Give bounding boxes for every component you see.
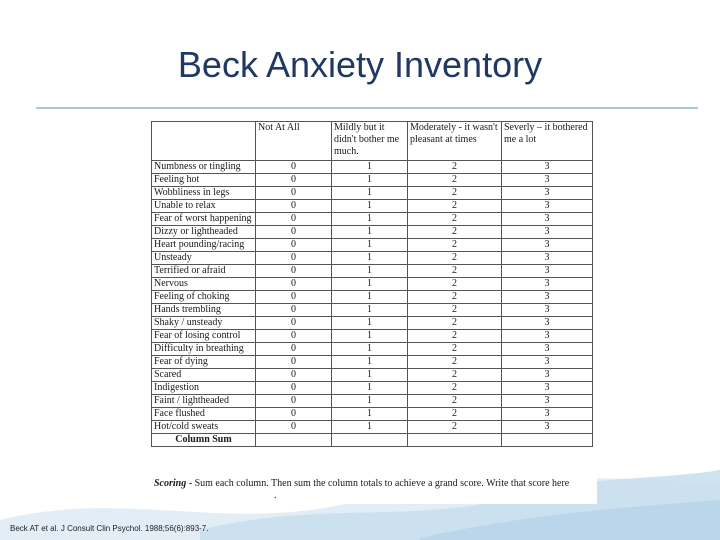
score-cell: 1: [332, 161, 408, 174]
score-cell: 1: [332, 252, 408, 265]
score-cell: 3: [502, 252, 593, 265]
score-cell: 2: [408, 382, 502, 395]
scoring-instructions: [154, 478, 586, 502]
symptom-label: Wobbliness in legs: [152, 187, 256, 200]
score-cell: 1: [332, 421, 408, 434]
inventory-table: [151, 121, 593, 447]
column-sum-row: [152, 434, 593, 447]
title-divider: [36, 107, 698, 109]
table-row: [152, 369, 593, 382]
score-cell: 2: [408, 291, 502, 304]
symptom-label: Face flushed: [152, 408, 256, 421]
symptom-label: Shaky / unsteady: [152, 317, 256, 330]
symptom-label: Difficulty in breathing: [152, 343, 256, 356]
symptom-label: Terrified or afraid: [152, 265, 256, 278]
table-row: [152, 343, 593, 356]
score-cell: 1: [332, 278, 408, 291]
score-cell: 0: [256, 226, 332, 239]
header-symptom: [152, 122, 256, 161]
score-cell: 0: [256, 213, 332, 226]
sum-cell-not-at-all[interactable]: [256, 434, 332, 447]
score-cell: 2: [408, 265, 502, 278]
score-cell: 0: [256, 252, 332, 265]
inventory-table-card: [145, 118, 597, 504]
sum-cell-severely[interactable]: [502, 434, 593, 447]
score-cell: 3: [502, 265, 593, 278]
score-cell: 2: [408, 187, 502, 200]
score-cell: 3: [502, 161, 593, 174]
score-cell: 2: [408, 356, 502, 369]
citation: Beck AT et al. J Consult Clin Psychol. 1988;56(6):893-7.: [10, 524, 209, 533]
score-cell: 3: [502, 317, 593, 330]
symptom-label: Dizzy or lightheaded: [152, 226, 256, 239]
score-cell: 1: [332, 317, 408, 330]
symptom-label: Fear of dying: [152, 356, 256, 369]
score-cell: 0: [256, 239, 332, 252]
score-cell: 0: [256, 317, 332, 330]
symptom-label: Fear of losing control: [152, 330, 256, 343]
score-cell: 3: [502, 174, 593, 187]
symptom-label: Unsteady: [152, 252, 256, 265]
score-cell: 3: [502, 408, 593, 421]
score-cell: 2: [408, 174, 502, 187]
score-cell: 1: [332, 187, 408, 200]
table-row: [152, 356, 593, 369]
symptom-label: Unable to relax: [152, 200, 256, 213]
table-header-row: [152, 122, 593, 161]
score-cell: 0: [256, 187, 332, 200]
symptom-label: Heart pounding/racing: [152, 239, 256, 252]
table-row: [152, 187, 593, 200]
score-cell: 1: [332, 213, 408, 226]
table-row: [152, 174, 593, 187]
score-cell: 1: [332, 343, 408, 356]
table-row: [152, 161, 593, 174]
symptom-label: Scared: [152, 369, 256, 382]
score-cell: 2: [408, 226, 502, 239]
score-cell: 2: [408, 343, 502, 356]
table-row: [152, 265, 593, 278]
score-cell: 1: [332, 304, 408, 317]
symptom-label: Feeling of choking: [152, 291, 256, 304]
score-cell: 3: [502, 239, 593, 252]
table-row: [152, 330, 593, 343]
score-cell: 0: [256, 421, 332, 434]
grand-score-blank[interactable]: .: [274, 490, 277, 501]
table-row: [152, 252, 593, 265]
score-cell: 1: [332, 174, 408, 187]
header-moderately: Moderately - it wasn't pleasant at times: [408, 122, 502, 161]
table-row: [152, 213, 593, 226]
score-cell: 3: [502, 187, 593, 200]
score-cell: 3: [502, 304, 593, 317]
score-cell: 3: [502, 356, 593, 369]
score-cell: 0: [256, 304, 332, 317]
score-cell: 0: [256, 174, 332, 187]
header-not-at-all: Not At All: [256, 122, 332, 161]
symptom-label: Numbness or tingling: [152, 161, 256, 174]
score-cell: 0: [256, 356, 332, 369]
symptom-label: Faint / lightheaded: [152, 395, 256, 408]
score-cell: 2: [408, 252, 502, 265]
symptom-label: Nervous: [152, 278, 256, 291]
header-mildly: Mildly but it didn't bother me much.: [332, 122, 408, 161]
score-cell: 2: [408, 304, 502, 317]
scoring-label: Scoring: [154, 478, 187, 489]
column-sum-label: Column Sum: [152, 434, 256, 447]
score-cell: 0: [256, 200, 332, 213]
score-cell: 3: [502, 291, 593, 304]
table-row: [152, 395, 593, 408]
table-row: [152, 317, 593, 330]
score-cell: 3: [502, 213, 593, 226]
score-cell: 2: [408, 330, 502, 343]
symptom-label: Fear of worst happening: [152, 213, 256, 226]
score-cell: 0: [256, 291, 332, 304]
symptom-label: Feeling hot: [152, 174, 256, 187]
score-cell: 3: [502, 226, 593, 239]
score-cell: 2: [408, 161, 502, 174]
table-row: [152, 408, 593, 421]
score-cell: 1: [332, 382, 408, 395]
score-cell: 2: [408, 278, 502, 291]
table-row: [152, 304, 593, 317]
score-cell: 1: [332, 395, 408, 408]
score-cell: 3: [502, 421, 593, 434]
score-cell: 1: [332, 226, 408, 239]
score-cell: 1: [332, 408, 408, 421]
score-cell: 2: [408, 239, 502, 252]
table-row: [152, 291, 593, 304]
score-cell: 0: [256, 161, 332, 174]
score-cell: 1: [332, 200, 408, 213]
table-row: [152, 382, 593, 395]
score-cell: 1: [332, 265, 408, 278]
score-cell: 0: [256, 265, 332, 278]
symptom-label: Hot/cold sweats: [152, 421, 256, 434]
table-row: [152, 200, 593, 213]
score-cell: 3: [502, 278, 593, 291]
table-row: [152, 239, 593, 252]
score-cell: 2: [408, 369, 502, 382]
score-cell: 3: [502, 343, 593, 356]
sum-cell-mildly[interactable]: [332, 434, 408, 447]
score-cell: 0: [256, 382, 332, 395]
header-severely: Severly – it bothered me a lot: [502, 122, 593, 161]
score-cell: 3: [502, 330, 593, 343]
symptom-label: Hands trembling: [152, 304, 256, 317]
score-cell: 2: [408, 213, 502, 226]
score-cell: 1: [332, 291, 408, 304]
table-row: [152, 421, 593, 434]
score-cell: 1: [332, 330, 408, 343]
score-cell: 2: [408, 395, 502, 408]
score-cell: 2: [408, 200, 502, 213]
score-cell: 1: [332, 239, 408, 252]
score-cell: 0: [256, 408, 332, 421]
score-cell: 1: [332, 369, 408, 382]
score-cell: 3: [502, 382, 593, 395]
table-row: [152, 278, 593, 291]
sum-cell-moderately[interactable]: [408, 434, 502, 447]
score-cell: 0: [256, 395, 332, 408]
score-cell: 2: [408, 408, 502, 421]
slide-title: Beck Anxiety Inventory: [177, 44, 543, 85]
score-cell: 0: [256, 330, 332, 343]
score-cell: 1: [332, 356, 408, 369]
score-cell: 2: [408, 421, 502, 434]
table-row: [152, 226, 593, 239]
score-cell: 2: [408, 317, 502, 330]
score-cell: 0: [256, 343, 332, 356]
score-cell: 3: [502, 369, 593, 382]
symptom-label: Indigestion: [152, 382, 256, 395]
scoring-text: - Sum each column. Then sum the column totals to achieve a grand score. Write that score here: [186, 478, 570, 489]
score-cell: 3: [502, 200, 593, 213]
score-cell: 3: [502, 395, 593, 408]
score-cell: 0: [256, 369, 332, 382]
score-cell: 0: [256, 278, 332, 291]
